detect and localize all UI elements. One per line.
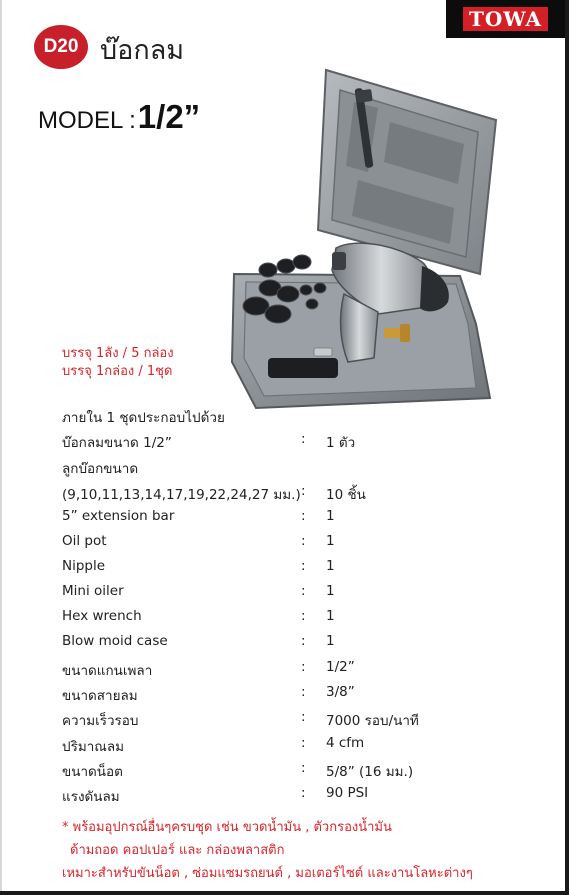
spec-row xyxy=(0,633,569,655)
spec-colon: : xyxy=(301,558,306,574)
spec-row xyxy=(0,533,569,555)
product-title: บ๊อกลม xyxy=(100,35,185,66)
spec-row xyxy=(0,558,569,580)
spec-label: แรงดันลม xyxy=(62,789,120,805)
spec-row xyxy=(0,431,569,453)
spec-value: 1 ตัว xyxy=(326,435,356,451)
spec-label: (9,10,11,13,14,17,19,22,24,27 มม.) xyxy=(62,487,301,503)
spec-label: ปริมาณลม xyxy=(62,739,124,755)
spec-row xyxy=(0,659,569,681)
spec-label: ขนาดสายลม xyxy=(62,688,138,704)
spec-label: บ๊อกลมขนาด 1/2” xyxy=(62,435,172,451)
product-code-badge: D20 xyxy=(34,25,88,69)
spec-row xyxy=(0,583,569,605)
spec-label: Mini oiler xyxy=(62,583,124,599)
spec-row xyxy=(0,684,569,706)
packaging-info xyxy=(62,345,174,381)
spec-row xyxy=(0,735,569,757)
spec-label: ความเร็วรอบ xyxy=(62,713,139,729)
spec-row xyxy=(0,483,569,505)
spec-colon: : xyxy=(301,735,306,751)
spec-colon: : xyxy=(301,608,306,624)
spec-row xyxy=(0,608,569,630)
brand-logo-text: TOWA xyxy=(463,7,548,31)
brand-logo xyxy=(446,0,565,38)
spec-value: 7000 รอบ/นาที xyxy=(326,713,419,729)
spec-colon: : xyxy=(301,785,306,801)
spec-value: 1 xyxy=(326,558,335,574)
spec-value: 1 xyxy=(326,608,335,624)
spec-colon: : xyxy=(301,684,306,700)
spec-label: Oil pot xyxy=(62,533,107,549)
model-line xyxy=(38,98,200,136)
spec-value: 90 PSI xyxy=(326,785,369,801)
spec-colon: : xyxy=(301,431,306,447)
spec-label: 5” extension bar xyxy=(62,508,175,524)
spec-colon: : xyxy=(301,508,306,524)
spec-value: 1/2” xyxy=(326,659,355,675)
footnote xyxy=(62,816,542,885)
spec-label: ขนาดน็อต xyxy=(62,764,123,780)
spec-label: Blow moid case xyxy=(62,633,168,649)
spec-label: ลูกบ๊อกขนาด xyxy=(62,461,139,477)
case-lid xyxy=(318,70,496,274)
nipple-fitting xyxy=(314,348,332,356)
spec-row xyxy=(0,785,569,807)
spec-label: Nipple xyxy=(62,558,106,574)
spec-row xyxy=(0,760,569,782)
spec-value: 1 xyxy=(326,583,335,599)
spec-value: 10 ชิ้น xyxy=(326,487,366,503)
spec-label: ขนาดแกนเพลา xyxy=(62,663,153,679)
spec-colon: : xyxy=(301,483,306,499)
spec-colon: : xyxy=(301,709,306,725)
spec-row xyxy=(0,508,569,530)
spec-value: 1 xyxy=(326,533,335,549)
packaging-line: บรรจุ 1กล่อง / 1ชุด xyxy=(62,364,173,379)
spec-value: 3/8” xyxy=(326,684,355,700)
footnote-line: เหมาะสำหรับขันน็อต , ซ่อมแซมรถยนต์ , มอเตอร์ไซต์ และงานโลหะต่างๆ xyxy=(62,866,473,881)
footnote-line: ด้ามถอด คอปเปอร์ และ กล่องพลาสติก xyxy=(70,843,285,858)
spec-value: 5/8” (16 มม.) xyxy=(326,764,414,780)
spec-value: 1 xyxy=(326,633,335,649)
case-handle xyxy=(268,358,338,378)
specs-intro: ภายใน 1 ชุดประกอบไปด้วย xyxy=(62,410,225,426)
model-value: 1/2” xyxy=(137,98,201,135)
spec-value: 1 xyxy=(326,508,335,524)
spec-colon: : xyxy=(301,633,306,649)
packaging-line: บรรจุ 1ลัง / 5 กล่อง xyxy=(62,346,174,361)
page-bottom-border xyxy=(0,891,569,895)
spec-value: 4 cfm xyxy=(326,735,365,751)
product-photo xyxy=(228,62,508,417)
spec-colon: : xyxy=(301,533,306,549)
spec-colon: : xyxy=(301,583,306,599)
spec-row xyxy=(0,457,569,479)
spec-row xyxy=(0,709,569,731)
spec-label: Hex wrench xyxy=(62,608,142,624)
spec-colon: : xyxy=(301,659,306,675)
spec-colon: : xyxy=(301,760,306,776)
footnote-line: * พร้อมอุปกรณ์อื่นๆครบชุด เช่น ขวดน้ำมัน , ตัวกรองน้ำมัน xyxy=(62,820,392,835)
model-label: MODEL : xyxy=(38,107,136,134)
